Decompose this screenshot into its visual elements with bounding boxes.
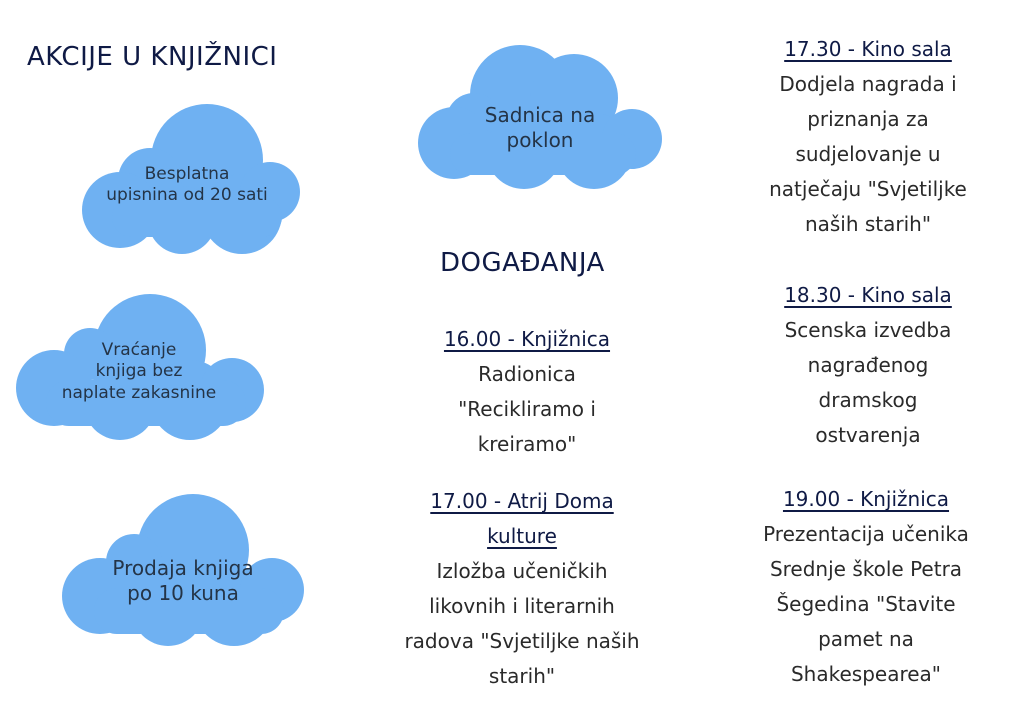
event-description-line: dramskog [818,388,918,412]
cloud-free-membership [72,102,302,254]
event-time-location: 18.30 - Kino sala [784,283,952,307]
event-description-line: Radionica [478,362,576,386]
cloud-text-line: po 10 kuna [127,581,239,605]
event-stage-performance [722,278,1014,453]
cloud-text-line: poklon [506,128,574,152]
cloud-text-line: Vraćanje [101,340,177,360]
event-description-line: Izložba učeničkih [436,559,608,583]
event-description-line: natječaju "Svjetiljke [769,177,967,201]
event-description-line: starih" [488,664,556,688]
event-description-line: likovnih i literarnih [429,594,615,618]
event-time-location: 17.30 - Kino sala [784,37,952,61]
cloud-text-line: knjiga bez [95,361,183,382]
event-description-line: kreiramo" [477,432,577,456]
event-time-location: kulture [487,524,557,548]
cloud-book-return [10,292,268,444]
cloud-text-line: Prodaja knjiga [112,556,254,580]
event-description-line: priznanja za [807,107,929,131]
event-time-location: 17.00 - Atrij Doma [430,489,614,513]
event-description-line: naših starih" [804,212,932,236]
event-time-location: 19.00 - Knjižnica [782,487,950,511]
event-description-line: pamet na [818,627,914,651]
event-description-line: "Recikliramo i [458,397,596,421]
event-workshop [382,322,672,462]
event-description-line: radova "Svjetiljke naših [404,629,640,653]
event-time-location: 16.00 - Knjižnica [443,327,611,351]
event-student-presentation [716,482,1016,692]
event-description-line: Dodjela nagrada i [779,72,957,96]
events-heading: DOGAĐANJA [440,248,605,278]
event-description-line: sudjelovanje u [795,142,941,166]
cloud-text-line: Sadnica na [484,103,596,127]
cloud-book-sale [58,492,308,652]
event-awards [722,32,1014,242]
cloud-text-line: naplate zakasnine [61,382,217,403]
event-description-line: ostvarenja [815,423,921,447]
event-exhibition [372,484,672,694]
event-description-line: Shakespearea" [790,662,942,686]
cloud-text-line: Besplatna [144,164,230,184]
event-description-line: Šegedina "Stavite [776,592,956,616]
cloud-seedling-gift [414,43,666,193]
event-description-line: nagrađenog [807,353,929,377]
event-description-line: Srednje škole Petra [769,557,963,581]
actions-heading: AKCIJE U KNJIŽNICI [27,42,278,72]
cloud-text-line: upisnina od 20 sati [106,185,268,206]
event-description-line: Scenska izvedba [784,318,952,342]
event-description-line: Prezentacija učenika [763,522,969,546]
